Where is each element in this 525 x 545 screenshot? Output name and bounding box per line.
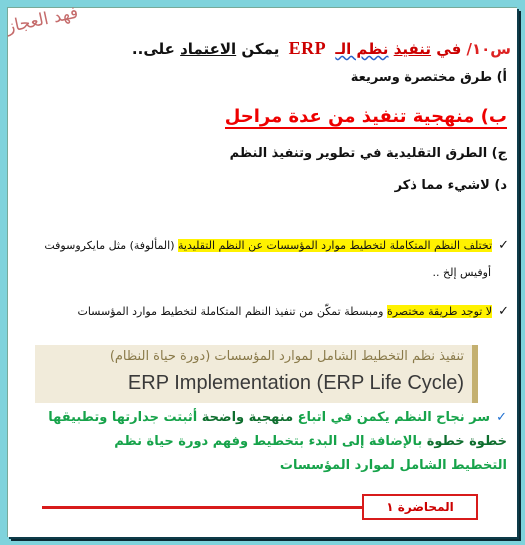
summary-line-2: خطوة خطوة بالإضافة إلى البدء بتخطيط وفهم دورة حياة نظم xyxy=(114,434,507,449)
option-d: د) لاشيء مما ذكر xyxy=(394,178,507,193)
author-signature: فهد العجاز xyxy=(4,2,81,38)
checkmark-icon: ✓ xyxy=(496,410,507,425)
bullet-1: ✓تختلف النظم المتكاملة لتخطيط موارد المؤسسات عن النظم التقليدية (المألوفة) مثل مايكروسوفت xyxy=(44,238,509,253)
option-c: ج) الطرق التقليدية في تطوير وتنفيذ النظم xyxy=(229,146,507,161)
bullet-2: ✓لا توجد طريقة مختصرة ومبسطة تمكّن من تنفيذ النظم المتكاملة لتخطيط موارد المؤسسات xyxy=(77,304,509,319)
banner-english-title: ERP Implementation (ERP Life Cycle) xyxy=(127,372,464,394)
checkmark-icon: ✓ xyxy=(498,238,509,253)
summary-line-1: ✓سر نجاح النظم يكمن في اتباع منهجية واضحة أثبتت جدارتها وتطبيقها xyxy=(48,410,507,425)
option-a: أ) طرق مختصرة وسريعة xyxy=(350,70,507,85)
bullet-1-continued: أوفيس إلخ .. xyxy=(432,266,491,279)
question-title: س١٠/ في تنفيذ نظم الـ ERP يمكن الاعتماد على.. xyxy=(131,38,511,58)
option-b-answer: ب) منهجية تنفيذ من عدة مراحل xyxy=(224,106,507,127)
checkmark-icon: ✓ xyxy=(498,304,509,319)
lecture-label: المحاضرة ١ xyxy=(362,494,478,520)
summary-line-3: التخطيط الشامل لموارد المؤسسات xyxy=(279,458,507,473)
section-banner xyxy=(35,345,478,403)
footer-divider xyxy=(42,506,362,509)
banner-arabic-title: تنفيذ نظم التخطيط الشامل لموارد المؤسسات (دورة حياة النظام) xyxy=(109,349,464,364)
banner-accent-bar xyxy=(472,345,478,403)
